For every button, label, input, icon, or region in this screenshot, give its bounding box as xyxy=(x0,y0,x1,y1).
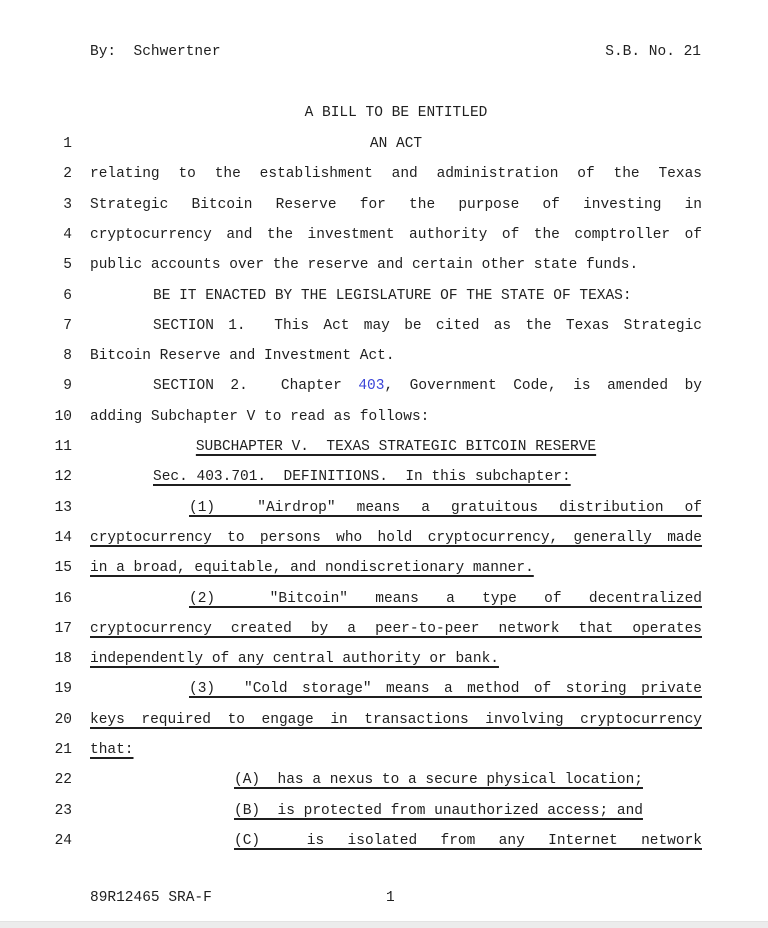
bill-line xyxy=(0,439,768,461)
bill-line-text: BE IT ENACTED BY THE LEGISLATURE OF THE STATE OF TEXAS: xyxy=(153,287,632,304)
bill-line-text xyxy=(90,378,702,394)
bill-text-segment: , Government Code, is amended by xyxy=(384,378,702,395)
page-bottom-edge xyxy=(0,921,768,928)
line-number: 21 xyxy=(54,742,72,758)
bill-line-text: (A) has a nexus to a secure physical location; xyxy=(234,772,643,789)
bill-number: S.B. No. 21 xyxy=(605,44,701,60)
bill-line xyxy=(0,681,768,703)
line-number: 18 xyxy=(54,651,72,668)
bill-line-text: independently of any central authority or bank. xyxy=(90,651,499,668)
line-number: 19 xyxy=(54,681,72,698)
bill-line xyxy=(0,288,768,310)
bill-line-text: SECTION 1. This Act may be cited as the Texas Strategic xyxy=(153,317,702,334)
line-number: 15 xyxy=(54,560,72,577)
bill-line-text: Sec. 403.701. DEFINITIONS. In this subchapter: xyxy=(153,469,571,486)
line-number: 20 xyxy=(54,711,72,728)
bill-author: By: Schwertner xyxy=(90,44,221,60)
bill-line xyxy=(0,409,768,431)
bill-line xyxy=(0,560,768,582)
bill-line-text: that: xyxy=(90,742,134,758)
line-number: 4 xyxy=(63,226,72,243)
line-number: 13 xyxy=(54,499,72,516)
bill-line xyxy=(0,591,768,613)
line-number: 5 xyxy=(63,257,72,274)
line-number: 1 xyxy=(63,136,72,152)
bill-line-text: AN ACT xyxy=(369,136,423,152)
bill-line xyxy=(0,803,768,825)
bill-line-text: cryptocurrency created by a peer-to-peer network that operates xyxy=(90,620,702,637)
line-number: 16 xyxy=(54,590,72,607)
bill-line xyxy=(0,318,768,340)
bill-line xyxy=(0,651,768,673)
footer-page-number: 1 xyxy=(386,890,395,906)
bill-line xyxy=(0,378,768,400)
bill-line xyxy=(0,469,768,491)
line-number: 23 xyxy=(54,802,72,819)
line-number: 14 xyxy=(54,529,72,546)
bill-line xyxy=(0,621,768,643)
line-number: 3 xyxy=(63,196,72,213)
line-number: 22 xyxy=(54,772,72,789)
bill-line-text: Bitcoin Reserve and Investment Act. xyxy=(90,348,395,365)
bill-line xyxy=(0,500,768,522)
bill-line xyxy=(0,348,768,370)
line-number: 11 xyxy=(54,439,72,455)
bill-line-text: public accounts over the reserve and certain other state funds. xyxy=(90,257,639,274)
bill-line-text: (1) "Airdrop" means a gratuitous distribution of xyxy=(189,499,702,516)
bill-line xyxy=(0,227,768,249)
bill-line-text: adding Subchapter V to read as follows: xyxy=(90,408,430,425)
bill-line xyxy=(0,772,768,794)
bill-line xyxy=(0,833,768,855)
bill-line-text: (2) "Bitcoin" means a type of decentralized xyxy=(189,590,702,607)
bill-line-text: (C) is isolated from any Internet network xyxy=(234,832,702,849)
line-number: 8 xyxy=(63,348,72,365)
bill-line-text: (3) "Cold storage" means a method of storing private xyxy=(189,681,702,698)
bill-line-text: Strategic Bitcoin Reserve for the purpose of investing in xyxy=(90,196,702,213)
line-number: 24 xyxy=(54,832,72,849)
line-number: 2 xyxy=(63,166,72,183)
bill-title: A BILL TO BE ENTITLED xyxy=(304,105,488,121)
bill-line xyxy=(0,166,768,188)
bill-line xyxy=(0,712,768,734)
line-number: 17 xyxy=(54,620,72,637)
bill-line-text: keys required to engage in transactions involving cryptocurrency xyxy=(90,711,702,728)
line-number: 7 xyxy=(63,317,72,334)
bill-line-text: relating to the establishment and administration of the Texas xyxy=(90,166,702,183)
bill-line xyxy=(0,197,768,219)
bill-line-text: cryptocurrency to persons who hold cryptocurrency, generally made xyxy=(90,529,702,546)
line-number: 9 xyxy=(63,378,72,395)
bill-line-text: (B) is protected from unauthorized access; and xyxy=(234,802,643,819)
bill-line xyxy=(0,257,768,279)
bill-text-segment: SECTION 2. Chapter xyxy=(153,378,359,395)
line-number: 6 xyxy=(63,287,72,304)
statute-link[interactable]: 403 xyxy=(358,378,385,395)
line-number: 12 xyxy=(54,469,72,486)
bill-line xyxy=(0,136,768,158)
line-number: 10 xyxy=(54,408,72,425)
bill-line-text: in a broad, equitable, and nondiscretionary manner. xyxy=(90,560,534,577)
bill-line-text: cryptocurrency and the investment authority of the comptroller of xyxy=(90,226,702,243)
bill-line xyxy=(0,742,768,764)
footer-document-code: 89R12465 SRA-F xyxy=(90,890,212,906)
bill-line xyxy=(0,530,768,552)
bill-line-text: SUBCHAPTER V. TEXAS STRATEGIC BITCOIN RESERVE xyxy=(195,439,597,455)
